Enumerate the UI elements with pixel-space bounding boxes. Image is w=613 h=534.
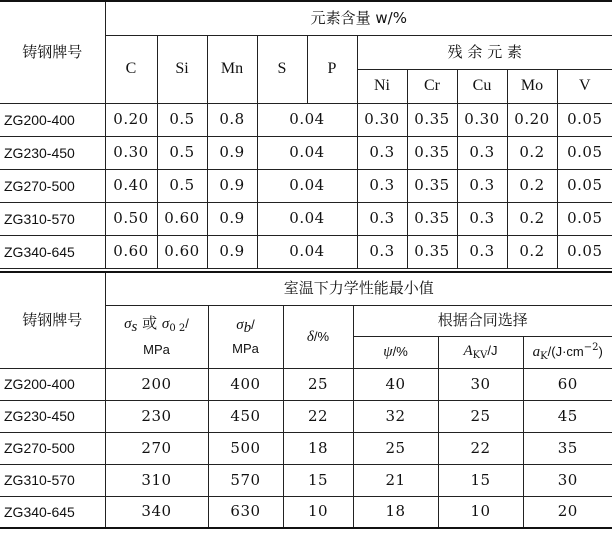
element-content-header-text: 元素含量 w/%: [310, 8, 407, 27]
mech-row: [0, 400, 612, 432]
mo-cell: 0.2: [507, 169, 557, 202]
chem-row: [0, 169, 612, 202]
chem-row: [0, 235, 612, 268]
sp-cell: 0.04: [257, 136, 357, 169]
contract-option-header: 根据合同选择: [353, 305, 612, 336]
mech-row: [0, 432, 612, 464]
elongation-cell: 15: [283, 464, 353, 496]
chem-row: [0, 103, 612, 136]
grade-cell: ZG270-500: [0, 432, 105, 464]
tensile-cell: 400: [208, 368, 283, 400]
chem-row: [0, 136, 612, 169]
cr-cell: 0.35: [407, 202, 457, 235]
mech-row: [0, 368, 612, 400]
ni-cell: 0.3: [357, 235, 407, 268]
psi-cell: 40: [353, 368, 438, 400]
elongation-cell: 22: [283, 400, 353, 432]
tensile-cell: 450: [208, 400, 283, 432]
elongation-cell: 25: [283, 368, 353, 400]
akv-cell: 22: [438, 432, 523, 464]
akv-cell: 10: [438, 496, 523, 528]
sp-cell: 0.04: [257, 169, 357, 202]
cr-cell: 0.35: [407, 169, 457, 202]
mechanical-group-header: 室温下力学性能最小值: [105, 272, 612, 305]
tensile-cell: 570: [208, 464, 283, 496]
grade-cell: ZG200-400: [0, 368, 105, 400]
c-cell: 0.30: [105, 136, 157, 169]
c-cell: 0.50: [105, 202, 157, 235]
yield-cell: 200: [105, 368, 208, 400]
element-header-c: C: [105, 35, 157, 103]
elongation-cell: 10: [283, 496, 353, 528]
sp-cell: 0.04: [257, 235, 357, 268]
element-header-si: Si: [157, 35, 207, 103]
grade-column-header: 铸钢牌号: [0, 1, 105, 103]
mech-row: [0, 496, 612, 528]
mn-cell: 0.9: [207, 169, 257, 202]
tensile-cell: 500: [208, 432, 283, 464]
si-cell: 0.5: [157, 169, 207, 202]
tensile-cell: 630: [208, 496, 283, 528]
psi-cell: 18: [353, 496, 438, 528]
c-cell: 0.20: [105, 103, 157, 136]
impact-toughness-header: $a_K/(J\cdot cm^{-2})$: [523, 336, 612, 368]
psi-cell: 32: [353, 400, 438, 432]
yield-cell: 230: [105, 400, 208, 432]
psi-cell: 21: [353, 464, 438, 496]
residual-header-cr: Cr: [407, 69, 457, 103]
si-cell: 0.5: [157, 136, 207, 169]
elongation-cell: 18: [283, 432, 353, 464]
mo-cell: 0.2: [507, 202, 557, 235]
grade-cell: ZG230-450: [0, 136, 105, 169]
v-cell: 0.05: [557, 235, 612, 268]
mn-cell: 0.8: [207, 103, 257, 136]
ak-cell: 20: [523, 496, 612, 528]
residual-header-cu: Cu: [457, 69, 507, 103]
tensile-strength-header: $\sigma_b/$ MPa: [208, 305, 283, 368]
sp-cell: 0.04: [257, 202, 357, 235]
grade-column-header: 铸钢牌号: [0, 272, 105, 368]
akv-cell: 25: [438, 400, 523, 432]
v-cell: 0.05: [557, 202, 612, 235]
residual-header-mo: Mo: [507, 69, 557, 103]
ak-cell: 45: [523, 400, 612, 432]
c-cell: 0.40: [105, 169, 157, 202]
ni-cell: 0.3: [357, 169, 407, 202]
yield-cell: 270: [105, 432, 208, 464]
grade-cell: ZG310-570: [0, 464, 105, 496]
akv-cell: 15: [438, 464, 523, 496]
v-cell: 0.05: [557, 169, 612, 202]
cu-cell: 0.3: [457, 169, 507, 202]
yield-strength-header: $\sigma_s$ 或 $\sigma_{0 2}/$ MPa: [105, 305, 208, 368]
element-header-s: S: [257, 35, 307, 103]
ni-cell: 0.3: [357, 136, 407, 169]
si-cell: 0.5: [157, 103, 207, 136]
grade-cell: ZG340-645: [0, 496, 105, 528]
mechanical-properties-table: [0, 271, 612, 529]
ni-cell: 0.3: [357, 202, 407, 235]
cu-cell: 0.30: [457, 103, 507, 136]
si-cell: 0.60: [157, 202, 207, 235]
grade-cell: ZG310-570: [0, 202, 105, 235]
grade-cell: ZG230-450: [0, 400, 105, 432]
ak-cell: 35: [523, 432, 612, 464]
si-cell: 0.60: [157, 235, 207, 268]
cu-cell: 0.3: [457, 235, 507, 268]
ak-cell: 60: [523, 368, 612, 400]
ni-cell: 0.30: [357, 103, 407, 136]
psi-cell: 25: [353, 432, 438, 464]
mo-cell: 0.20: [507, 103, 557, 136]
element-content-header: [105, 1, 612, 35]
mo-cell: 0.2: [507, 136, 557, 169]
residual-header-v: V: [557, 69, 612, 103]
cr-cell: 0.35: [407, 136, 457, 169]
grade-cell: ZG270-500: [0, 169, 105, 202]
c-cell: 0.60: [105, 235, 157, 268]
impact-energy-header: $A_{KV}/J$: [438, 336, 523, 368]
mn-cell: 0.9: [207, 202, 257, 235]
yield-cell: 310: [105, 464, 208, 496]
v-cell: 0.05: [557, 136, 612, 169]
mech-row: [0, 464, 612, 496]
ak-cell: 30: [523, 464, 612, 496]
v-cell: 0.05: [557, 103, 612, 136]
mn-cell: 0.9: [207, 235, 257, 268]
yield-cell: 340: [105, 496, 208, 528]
residual-elements-header: 残 余 元 素: [357, 35, 612, 69]
reduction-of-area-header: ψ/%: [353, 336, 438, 368]
sp-cell: 0.04: [257, 103, 357, 136]
chem-row: [0, 202, 612, 235]
cu-cell: 0.3: [457, 202, 507, 235]
residual-header-ni: Ni: [357, 69, 407, 103]
cu-cell: 0.3: [457, 136, 507, 169]
element-header-p: P: [307, 35, 357, 103]
mn-cell: 0.9: [207, 136, 257, 169]
cr-cell: 0.35: [407, 235, 457, 268]
element-header-mn: Mn: [207, 35, 257, 103]
grade-cell: ZG200-400: [0, 103, 105, 136]
mo-cell: 0.2: [507, 235, 557, 268]
elongation-header: δ/%: [283, 305, 353, 368]
akv-cell: 30: [438, 368, 523, 400]
cr-cell: 0.35: [407, 103, 457, 136]
grade-cell: ZG340-645: [0, 235, 105, 268]
